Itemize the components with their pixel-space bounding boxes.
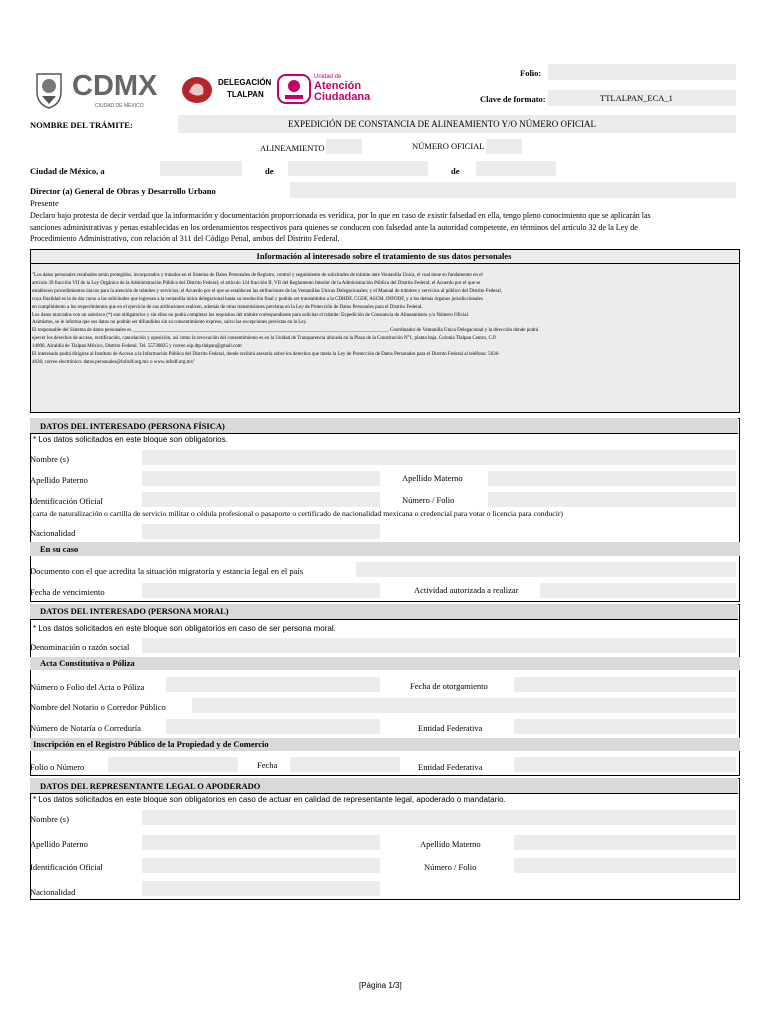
privacy-line: Los datos marcados con un asterisco (*) son obligatorios y sin ellos no podrá completar los requisitos del trámite correspondiente para solicitar el trámite: Expedición de Constancia de Alineamiento y/o Número Oficial. [32, 312, 470, 318]
privacy-line: establecen procedimientos únicos para la atención de trámites y servicios; el Acuerdo por el que se establecen las atribuciones de las Ventanillas Únicas Delegacionales; y el Manual de trámites y servicios al público del Distrito Federal, [32, 288, 503, 294]
acta-label: Acta Constitutiva o Póliza [40, 658, 135, 668]
fisica-carta-note: (carta de naturalización o cartilla de servicio militar o cédula profesional o pasaporte o certificado de nacionalidad mexicana o credencial para votar o licencia para conducir) [30, 509, 563, 518]
year-field[interactable] [476, 161, 556, 176]
privacy-line: El interesado podrá dirigirse al Instituto de Acceso a la Información Pública del Distrito Federal, donde recibirá asesoría sobre los derechos que tutela la Ley de Protección de Datos Personales para el Distrito Federal al teléfono: 5636- [32, 352, 500, 358]
ciudad-label: Ciudad de México, a [30, 166, 105, 176]
privacy-line: Asimismo, se le informa que sus datos no podrán ser difundidos sin su consentimiento expreso, salvo las excepciones previstas en la Ley. [32, 320, 307, 326]
cdmx-subtitle: CIUDAD DE MÉXICO [95, 103, 144, 109]
en-su-caso-label: En su caso [40, 544, 79, 554]
rep-nacionalidad-label: Nacionalidad [30, 887, 76, 897]
uac-emblem-icon [277, 74, 311, 104]
fisica-paterno-field[interactable] [142, 471, 380, 486]
page-number: [Página 1/3] [359, 981, 402, 990]
moral-num-notaria-label: Número de Notaría o Correduría [30, 723, 141, 733]
fisica-title: DATOS DEL INTERESADO (PERSONA FÍSICA) [40, 421, 225, 431]
moral-notario-label: Nombre del Notario o Corredor Público [30, 702, 166, 712]
moral-denominacion-field[interactable] [142, 638, 736, 653]
fisica-materno-field[interactable] [488, 471, 736, 486]
declaration-line-1: Declaro bajo protesta de decir verdad que la información y documentación proporcionada es verídica, por lo que en caso de existir falsedad en ella, tengo pleno conocimiento que se aplicarán las [30, 211, 651, 220]
rep-numero-folio-field[interactable] [514, 858, 736, 873]
fisica-documento-label: Documento con el que acredita la situación migratoria y estancia legal en el país [30, 566, 304, 576]
uac-label-2: Ciudadana [314, 91, 371, 103]
clave-label: Clave de formato: [480, 94, 546, 104]
fisica-actividad-label: Actividad autorizada a realizar [414, 585, 519, 595]
moral-title: DATOS DEL INTERESADO (PERSONA MORAL) [40, 606, 229, 616]
fisica-identificacion-label: Identificación Oficial [30, 496, 103, 506]
fisica-numero-folio-label: Número / Folio [402, 495, 455, 505]
privacy-text [32, 272, 736, 367]
en-su-caso-band [30, 542, 740, 556]
fisica-actividad-field[interactable] [540, 583, 736, 598]
month-field[interactable] [288, 161, 428, 176]
rep-paterno-label: Apellido Paterno [30, 839, 88, 849]
rep-paterno-field[interactable] [142, 835, 380, 850]
fisica-documento-field[interactable] [356, 562, 736, 577]
rep-materno-field[interactable] [514, 835, 736, 850]
rep-nacionalidad-field[interactable] [142, 881, 380, 896]
tlalpan-label: TLALPAN [227, 90, 264, 99]
rep-identificacion-label: Identificación Oficial [30, 862, 103, 872]
privacy-line: "Los datos personales recabados serán protegidos, incorporados y tratados en el Sistema de Datos Personales de Registro, control y seguimiento de solicitudes de trámite ante Ventanilla Única, el cual tiene su fundamento en el [32, 273, 483, 278]
fisica-numero-folio-field[interactable] [488, 492, 736, 507]
numero-oficial-option: NÚMERO OFICIAL [412, 141, 485, 151]
moral-fecha-otorg-label: Fecha de otorgamiento [410, 681, 488, 691]
rep-nombre-field[interactable] [142, 810, 736, 825]
fisica-paterno-label: Apellido Paterno [30, 475, 88, 485]
privacy-line: 4636; correo electrónico: datos.personales@infodf.org.mx o www.infodf.org.mx" [32, 359, 196, 365]
cdmx-logo: CDMX [72, 70, 158, 102]
moral-fecha-field[interactable] [290, 757, 400, 772]
fisica-identificacion-field[interactable] [142, 492, 380, 507]
moral-num-notaria-field[interactable] [166, 719, 380, 734]
rep-materno-label: Apellido Materno [420, 839, 481, 849]
director-field[interactable] [290, 182, 736, 198]
uac-small-label: Unidad de [314, 74, 342, 80]
privacy-line: en cumplimiento a los requerimientos que en el ejercicio de sus atribuciones realicen, además de otras transmisiones previstas en la Ley de Protección de Datos Personales para el Distrito Federal. [32, 304, 423, 310]
privacy-line: 14000, Alcaldía de Tlalpan México, Distrito Federal. Tel. 55730825 y correo oip.dtp.tlalpan@gmail.com [32, 344, 242, 350]
moral-entidad1-label: Entidad Federativa [418, 723, 483, 733]
fisica-vencimiento-field[interactable] [142, 583, 380, 598]
privacy-divider [30, 263, 740, 264]
moral-entidad1-field[interactable] [514, 719, 736, 734]
privacy-line: El responsable del Sistema de datos personales es ______________________________________________________________________________________________________, Coordinador de Ventanilla Única Delegacional y la dirección donde podrá [32, 328, 539, 334]
moral-entidad2-field[interactable] [514, 757, 736, 772]
privacy-title: Información al interesado sobre el tratamiento de sus datos personales [256, 251, 512, 261]
representante-note: * Los datos solicitados en este bloque son obligatorios en caso de actuar en calidad de representante legal, apoderado o mandatario. [33, 795, 506, 804]
moral-numero-acta-label: Número o Folio del Acta o Póliza [30, 682, 145, 692]
privacy-line: cuya finalidad es la de dar curso a las solicitudes que ingresan a la ventanilla única delegacional hasta su resolución final y podrán ser transmitidos a la CDHDF, CGDF, ASCM, INFODF, y a los demás órganos jurisdiccionales [32, 296, 483, 302]
inscripcion-label: Inscripción en el Registro Público de la Propiedad y de Comercio [33, 739, 269, 749]
presente-label: Presente [30, 198, 59, 208]
day-field[interactable] [160, 161, 242, 176]
tramite-value: EXPEDICIÓN DE CONSTANCIA DE ALINEAMIENTO Y/O NÚMERO OFICIAL [288, 119, 597, 129]
fisica-nombre-label: Nombre (s) [30, 454, 69, 464]
fisica-note: * Los datos solicitados en este bloque son obligatorios. [33, 435, 228, 444]
privacy-line: ejercer los derechos de acceso, rectificación, cancelación y oposición, así como la revocación del consentimiento es en la Unidad de Transparencia ubicada en la Plaza de la Constitución N°1, planta baja. Colonia Tlalpan Centro, C.P. [32, 336, 497, 342]
rep-numero-folio-label: Número / Folio [424, 862, 477, 872]
representante-title: DATOS DEL REPRESENTANTE LEGAL O APODERADO [40, 781, 261, 791]
numero-oficial-checkbox[interactable] [486, 139, 522, 154]
rep-identificacion-field[interactable] [142, 858, 380, 873]
delegacion-label: DELEGACIÓN [218, 78, 272, 87]
moral-folio-num-label: Folio o Número [30, 762, 85, 772]
uac-label-1: Atención [314, 80, 362, 92]
acta-band [30, 657, 740, 670]
moral-note: * Los datos solicitados en este bloque son obligatorios en caso de ser persona moral. [33, 624, 336, 633]
fisica-materno-label: Apellido Materno [402, 473, 463, 483]
moral-notario-field[interactable] [192, 698, 736, 713]
declaration-line-2: sanciones administrativas y penas establecidas en los ordenamientos respectivos para quienes se conducen con falsedad ante la autoridad competente, en términos del artículo 32 de la Ley de [30, 223, 638, 232]
cdmx-emblem-icon [33, 70, 65, 110]
moral-fecha-otorg-field[interactable] [514, 677, 736, 692]
clave-value: TTLALPAN_ECA_1 [600, 93, 673, 103]
moral-fecha-label: Fecha [257, 760, 278, 770]
alineamiento-option: ALINEAMIENTO [260, 143, 325, 153]
de-label-2: de [451, 166, 460, 176]
alineamiento-checkbox[interactable] [326, 139, 362, 154]
tlalpan-emblem-icon [181, 76, 213, 104]
fisica-vencimiento-label: Fecha de vencimiento [30, 587, 105, 597]
director-title: Director (a) General de Obras y Desarrollo Urbano [30, 186, 216, 196]
fisica-nombre-field[interactable] [142, 450, 736, 465]
moral-folio-num-field[interactable] [108, 757, 238, 772]
tramite-label: NOMBRE DEL TRÁMITE: [30, 120, 133, 130]
folio-label: Folio: [520, 68, 542, 78]
privacy-line: artículo 39 fracción VII de la Ley Orgánica de la Administración Pública del Distrito Federal; el artículo 124 fracción II, VII del Reglamento Interior de la Administración Pública del Distrito Federal; el Acuerdo por el que se [32, 280, 481, 286]
folio-field[interactable] [548, 64, 736, 80]
rep-nombre-label: Nombre (s) [30, 814, 69, 824]
fisica-nacionalidad-label: Nacionalidad [30, 528, 76, 538]
fisica-nacionalidad-field[interactable] [142, 524, 380, 539]
moral-entidad2-label: Entidad Federativa [418, 762, 483, 772]
moral-denominacion-label: Denominación o razón social [30, 642, 130, 652]
moral-numero-acta-field[interactable] [166, 677, 380, 692]
declaration-line-3: Procedimiento Administrativo, con relación al 311 del Código Penal, ambos del Distrito Federal. [30, 234, 340, 243]
de-label-1: de [265, 166, 274, 176]
